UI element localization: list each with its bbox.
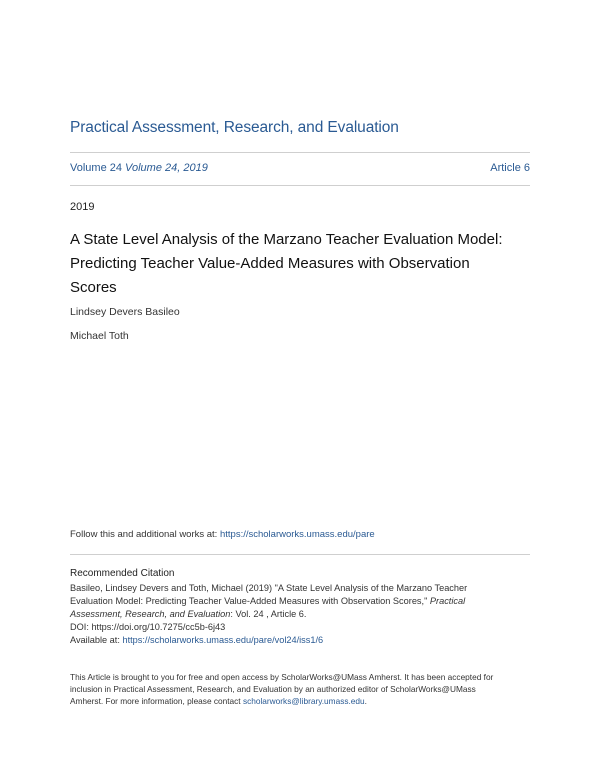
open-access-notice	[70, 671, 540, 707]
volume-year-link[interactable]: Volume 24, 2019	[125, 162, 208, 174]
follow-link[interactable]: https://scholarworks.umass.edu/pare	[219, 529, 375, 540]
contact-email-link[interactable]: scholarworks@library.umass.edu	[242, 696, 365, 706]
citation-text: : Vol. 24 , Article 6.	[230, 609, 307, 619]
citation-line	[70, 595, 540, 608]
article-title[interactable]	[70, 228, 540, 300]
journal-name-italic: Assessment, Research, and Evaluation	[70, 609, 231, 619]
article-title-line: Predicting Teacher Value-Added Measures with Observation	[70, 255, 470, 272]
notice-line: inclusion in Practical Assessment, Research, and Evaluation by an authorized editor of ScholarWorks@UMass	[70, 684, 476, 694]
journal-name-italic: Practical	[429, 596, 466, 606]
top-divider	[70, 152, 530, 153]
author-name: Lindsey Devers Basileo	[70, 306, 180, 318]
publication-year: 2019	[70, 201, 95, 213]
recommended-citation	[70, 582, 540, 647]
citation-line	[70, 608, 540, 621]
available-label: Available at:	[70, 635, 123, 645]
journal-title-link[interactable]: Practical Assessment, Research, and Evaluation	[70, 119, 399, 136]
notice-line	[70, 695, 540, 707]
article-title-line: Scores	[70, 279, 117, 296]
doi-line: DOI: https://doi.org/10.7275/cc5b-6j43	[70, 622, 226, 632]
citation-heading: Recommended Citation	[70, 568, 175, 579]
notice-line: This Article is brought to you for free and open access by ScholarWorks@UMass Amherst. It has been accepted for	[70, 672, 494, 682]
article-title-line: A State Level Analysis of the Marzano Teacher Evaluation Model:	[70, 231, 503, 248]
citation-line: Basileo, Lindsey Devers and Toth, Michael (2019) "A State Level Analysis of the Marzano Teacher	[70, 583, 468, 593]
article-url-link[interactable]: https://scholarworks.umass.edu/pare/vol24/iss1/6	[122, 635, 324, 645]
citation-divider	[70, 554, 530, 555]
volume-link[interactable]: Volume 24	[70, 162, 122, 174]
notice-text: Amherst. For more information, please contact	[70, 696, 243, 706]
author-name: Michael Toth	[70, 330, 129, 342]
follow-text: Follow this and additional works at:	[70, 529, 220, 540]
article-number-link[interactable]: Article 6	[490, 162, 530, 174]
citation-text: Evaluation Model: Predicting Teacher Value-Added Measures with Observation Scores,"	[70, 596, 430, 606]
available-line	[70, 634, 540, 647]
notice-end: .	[364, 696, 367, 706]
issue-divider	[70, 185, 530, 186]
follow-line	[70, 529, 375, 540]
